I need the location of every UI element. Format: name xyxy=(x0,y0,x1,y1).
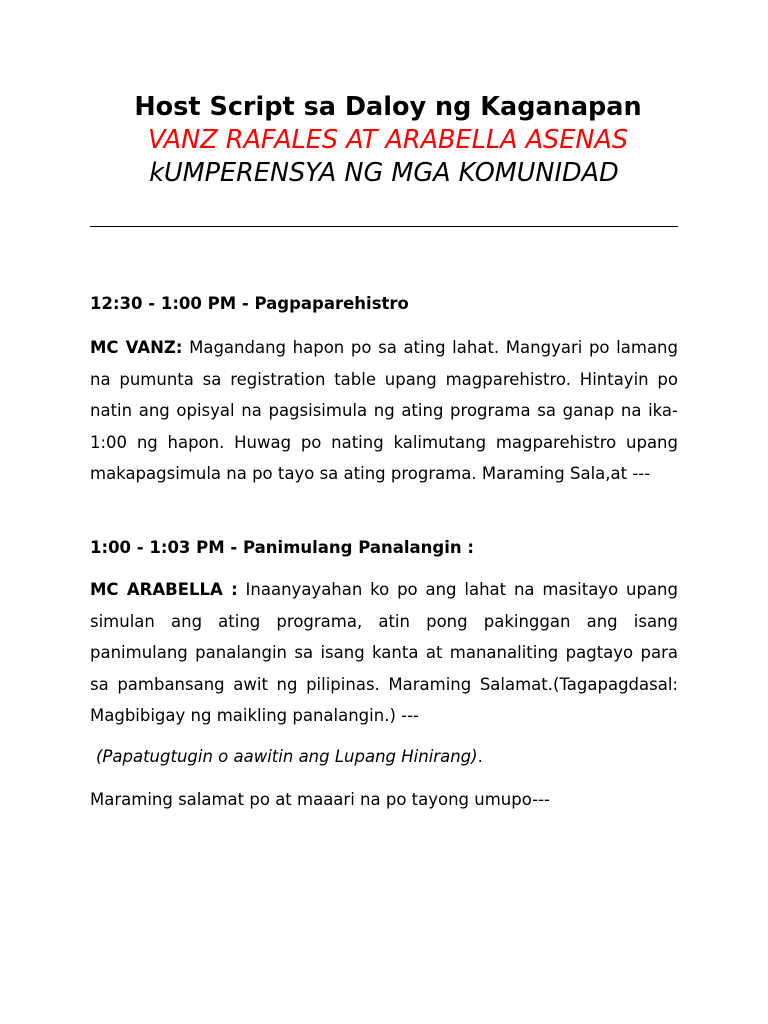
section-prayer xyxy=(90,537,678,559)
script-text: Magandang hapon po sa ating lahat. Mangyari po lamang na pumunta sa registration table upang magparehistro. Hintayin po natin ang opisyal na pagsisimula ng ating programa sa ganap na ika-1:00 ng hapon. Huwag po nating kalimutang magparehistro upang makapagsimula na po tayo sa ating programa. Maraming Sala,at --- xyxy=(90,338,678,483)
closing-line: Maraming salamat po at maaari na po tayong umupo--- xyxy=(90,790,551,809)
title-divider xyxy=(90,226,678,227)
script-paragraph xyxy=(90,574,678,732)
section-heading: 12:30 - 1:00 PM - Pagpaparehistro xyxy=(90,294,409,313)
speaker-label: MC VANZ: xyxy=(90,338,183,357)
script-paragraph xyxy=(90,332,678,490)
speaker-label: MC ARABELLA : xyxy=(90,580,238,599)
event-name: kUMPERENSYA NG MGA KOMUNIDAD xyxy=(149,158,619,188)
stage-note-period: . xyxy=(477,747,483,766)
section-prayer-script xyxy=(90,574,678,732)
document-title: Host Script sa Daloy ng Kaganapan xyxy=(134,92,642,122)
script-text: Inaanyayahan ko po ang lahat na masitayo upang simulan ang ating programa, atin pong pakinggan ang isang panimulang panalangin sa isang kanta at mananaliting pagtayo para sa pambansang awit ng pilipinas. Maraming Salamat.(Tagapagdasal: Magbibigay ng maikling panalangin.) --- xyxy=(90,580,678,725)
stage-note xyxy=(96,746,684,768)
section-registration-script xyxy=(90,332,678,490)
host-names: VANZ RAFALES AT ARABELLA ASENAS xyxy=(147,125,629,155)
stage-note-text: (Papatugtugin o aawitin ang Lupang Hinirang) xyxy=(96,747,478,766)
section-heading: 1:00 - 1:03 PM - Panimulang Panalangin : xyxy=(90,538,474,557)
section-registration xyxy=(90,293,678,315)
stage-note-block xyxy=(96,746,684,768)
closing-block xyxy=(90,789,678,811)
title-block xyxy=(0,91,768,190)
